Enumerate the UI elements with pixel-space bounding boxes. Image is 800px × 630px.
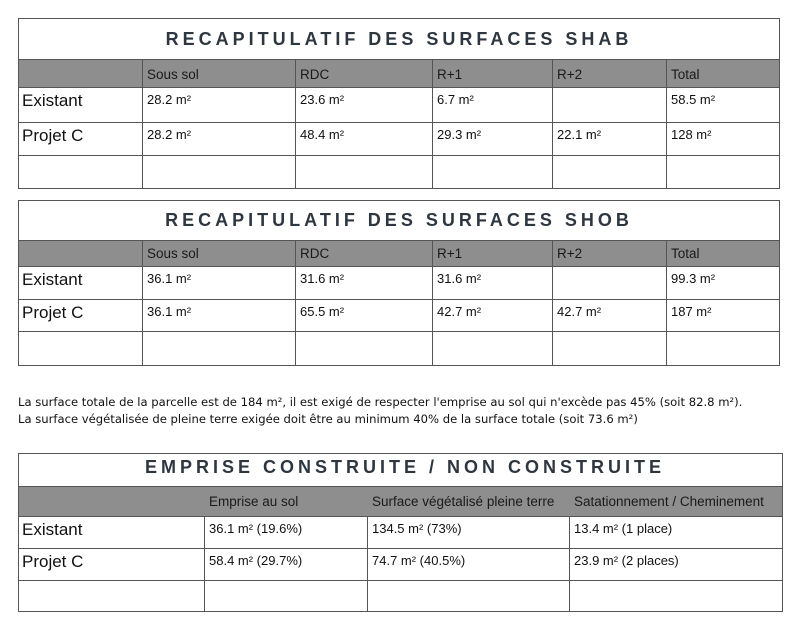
table-cell: [433, 156, 553, 188]
table-row: [19, 88, 779, 123]
table-cell: [553, 156, 667, 188]
table-cell: 48.4 m²: [296, 123, 433, 155]
table-row: [19, 549, 782, 581]
table-cell: [433, 332, 553, 365]
table-row: [19, 332, 779, 365]
header-cell: R+1: [433, 241, 553, 266]
table-cell: 99.3 m²: [671, 271, 716, 286]
shob-title: RECAPITULATIF DES SURFACES SHOB: [19, 201, 779, 241]
table-cell: 36.1 m²: [143, 300, 296, 331]
shab-header-row: [19, 60, 779, 88]
table-cell: 22.1 m²: [553, 123, 667, 155]
header-cell: [19, 241, 143, 266]
header-cell: R+2: [553, 241, 667, 266]
table-row: [19, 300, 779, 332]
table-cell: [296, 332, 433, 365]
table-cell: 134.5 m² (73%): [368, 517, 570, 548]
table-cell: [553, 332, 667, 365]
table-cell: 42.7 m²: [433, 300, 553, 331]
table-row: [19, 123, 779, 156]
table-cell: 65.5 m²: [296, 300, 433, 331]
table-cell: [553, 267, 667, 299]
header-cell: R+1: [433, 60, 553, 87]
table-cell: 42.7 m²: [553, 300, 667, 331]
table-cell: [143, 332, 296, 365]
row-label: Existant: [19, 517, 205, 548]
row-label: Projet C: [19, 300, 143, 331]
header-cell: Total: [671, 246, 700, 261]
row-label: [19, 156, 143, 188]
header-cell: R+2: [553, 60, 667, 87]
table-cell: 13.4 m² (1 place): [574, 521, 673, 536]
shab-table: [18, 18, 780, 189]
row-label: [19, 332, 143, 365]
row-label: [19, 581, 205, 611]
header-cell: Total: [671, 67, 700, 82]
table-cell: 36.1 m² (19.6%): [205, 517, 368, 548]
header-cell: Emprise au sol: [209, 494, 299, 509]
table-cell: 28.2 m²: [143, 123, 296, 155]
table-cell: 58.4 m² (29.7%): [205, 549, 368, 580]
row-label: Existant: [19, 88, 143, 122]
table-cell: [667, 156, 779, 188]
table-row: [19, 156, 779, 188]
table-cell: [296, 156, 433, 188]
table-cell: 28.2 m²: [143, 88, 296, 122]
shab-title: RECAPITULATIF DES SURFACES SHAB: [19, 19, 779, 60]
table-cell: [368, 581, 570, 611]
shob-table: [18, 200, 780, 366]
note-line-vegetation: La surface végétalisée de pleine terre exigée doit être au minimum 40% de la surface totale (soit 73.6 m²): [18, 412, 638, 426]
emprise-title: EMPRISE CONSTRUITE / NON CONSTRUITE: [19, 454, 782, 487]
header-cell: Satationnement / Cheminement: [574, 494, 764, 509]
table-row: [19, 581, 782, 611]
header-cell: Surface végétalisé pleine terre: [372, 494, 555, 509]
table-cell: 187 m²: [671, 304, 712, 319]
table-row: [19, 517, 782, 549]
table-row: [19, 267, 779, 300]
table-cell: 36.1 m²: [143, 267, 296, 299]
table-cell: 6.7 m²: [433, 88, 553, 122]
row-label: Projet C: [19, 123, 143, 155]
header-cell: [19, 487, 205, 516]
table-cell: 23.6 m²: [296, 88, 433, 122]
table-cell: 31.6 m²: [433, 267, 553, 299]
header-cell: Sous sol: [143, 241, 296, 266]
shob-header-row: [19, 241, 779, 267]
table-cell: [205, 581, 368, 611]
table-cell: [570, 581, 782, 611]
table-cell: [143, 156, 296, 188]
table-cell: 29.3 m²: [433, 123, 553, 155]
table-cell: 58.5 m²: [671, 92, 716, 107]
row-label: Existant: [19, 267, 143, 299]
table-cell: 31.6 m²: [296, 267, 433, 299]
header-cell: [19, 60, 143, 87]
table-cell: 23.9 m² (2 places): [574, 553, 679, 568]
row-label: Projet C: [19, 549, 205, 580]
table-cell: [667, 332, 779, 365]
header-cell: RDC: [296, 60, 433, 87]
header-cell: RDC: [296, 241, 433, 266]
header-cell: Sous sol: [143, 60, 296, 87]
table-cell: [553, 88, 667, 122]
emprise-header-row: [19, 487, 782, 517]
emprise-table: [18, 453, 783, 612]
note-line-parcel: La surface totale de la parcelle est de 184 m², il est exigé de respecter l'emprise au sol qui n'excède pas 45% (soit 82.8 m²).: [18, 395, 743, 409]
table-cell: 128 m²: [671, 127, 712, 142]
table-cell: 74.7 m² (40.5%): [368, 549, 570, 580]
